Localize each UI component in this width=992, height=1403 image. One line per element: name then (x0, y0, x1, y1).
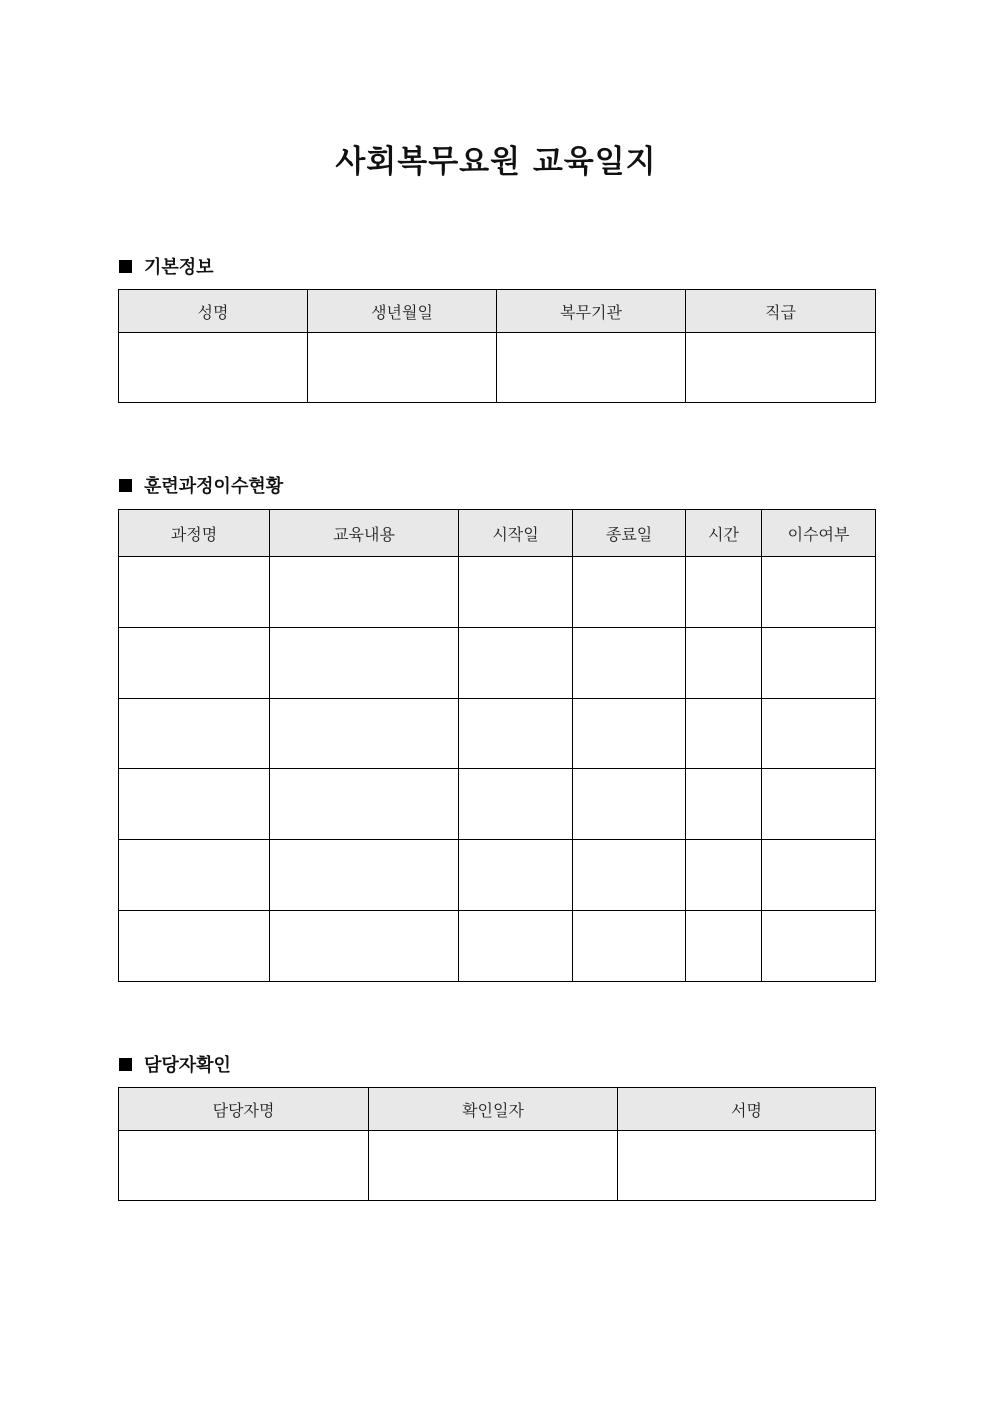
basic-info-table (118, 289, 876, 403)
table-row (119, 769, 876, 840)
column-header-rank: 직급 (686, 290, 876, 333)
table-row (119, 911, 876, 982)
confirmation-table (118, 1087, 876, 1201)
rank-cell[interactable] (686, 333, 876, 403)
start-date-cell[interactable] (459, 840, 573, 911)
completion-cell[interactable] (762, 911, 876, 982)
hours-cell[interactable] (686, 699, 762, 769)
end-date-cell[interactable] (573, 699, 686, 769)
column-header-hours: 시간 (686, 510, 762, 557)
completion-cell[interactable] (762, 699, 876, 769)
course-cell[interactable] (119, 769, 270, 840)
table-header-row (119, 1088, 876, 1131)
hours-cell[interactable] (686, 557, 762, 628)
column-header-birthdate: 생년월일 (308, 290, 497, 333)
birthdate-cell[interactable] (308, 333, 497, 403)
table-row (119, 333, 876, 403)
table-header-row (119, 510, 876, 557)
column-header-manager-name: 담당자명 (119, 1088, 369, 1131)
hours-cell[interactable] (686, 911, 762, 982)
start-date-cell[interactable] (459, 699, 573, 769)
manager-name-cell[interactable] (119, 1131, 369, 1201)
table-row (119, 557, 876, 628)
course-cell[interactable] (119, 840, 270, 911)
table-row (119, 1131, 876, 1201)
table-row (119, 840, 876, 911)
content-cell[interactable] (270, 699, 459, 769)
completion-cell[interactable] (762, 840, 876, 911)
training-table (118, 509, 876, 982)
page-title: 사회복무요원 교육일지 (335, 144, 657, 180)
column-header-course: 과정명 (119, 510, 270, 557)
content-cell[interactable] (270, 769, 459, 840)
course-cell[interactable] (119, 557, 270, 628)
section-heading-label: 훈련과정이수현황 (144, 476, 284, 497)
section-heading-confirmation (119, 1051, 231, 1077)
hours-cell[interactable] (686, 769, 762, 840)
column-header-agency: 복무기관 (497, 290, 686, 333)
section-heading-label: 담당자확인 (144, 1055, 231, 1076)
table-row (119, 628, 876, 699)
start-date-cell[interactable] (459, 769, 573, 840)
hours-cell[interactable] (686, 628, 762, 699)
table-header-row (119, 290, 876, 333)
end-date-cell[interactable] (573, 769, 686, 840)
course-cell[interactable] (119, 699, 270, 769)
content-cell[interactable] (270, 557, 459, 628)
column-header-confirm-date: 확인일자 (369, 1088, 618, 1131)
agency-cell[interactable] (497, 333, 686, 403)
column-header-signature: 서명 (618, 1088, 876, 1131)
end-date-cell[interactable] (573, 628, 686, 699)
section-heading-label: 기본정보 (144, 257, 214, 278)
course-cell[interactable] (119, 911, 270, 982)
start-date-cell[interactable] (459, 911, 573, 982)
column-header-start-date: 시작일 (459, 510, 573, 557)
square-bullet-icon (119, 479, 132, 492)
content-cell[interactable] (270, 628, 459, 699)
completion-cell[interactable] (762, 628, 876, 699)
content-cell[interactable] (270, 911, 459, 982)
square-bullet-icon (119, 1058, 132, 1071)
column-header-name: 성명 (119, 290, 308, 333)
start-date-cell[interactable] (459, 557, 573, 628)
end-date-cell[interactable] (573, 557, 686, 628)
table-row (119, 699, 876, 769)
signature-cell[interactable] (618, 1131, 876, 1201)
section-heading-training (119, 472, 283, 498)
completion-cell[interactable] (762, 769, 876, 840)
confirm-date-cell[interactable] (369, 1131, 618, 1201)
column-header-end-date: 종료일 (573, 510, 686, 557)
name-cell[interactable] (119, 333, 308, 403)
completion-cell[interactable] (762, 557, 876, 628)
content-cell[interactable] (270, 840, 459, 911)
start-date-cell[interactable] (459, 628, 573, 699)
square-bullet-icon (119, 260, 132, 273)
column-header-content: 교육내용 (270, 510, 459, 557)
course-cell[interactable] (119, 628, 270, 699)
end-date-cell[interactable] (573, 840, 686, 911)
column-header-completion: 이수여부 (762, 510, 876, 557)
hours-cell[interactable] (686, 840, 762, 911)
end-date-cell[interactable] (573, 911, 686, 982)
section-heading-basic-info (119, 253, 214, 279)
